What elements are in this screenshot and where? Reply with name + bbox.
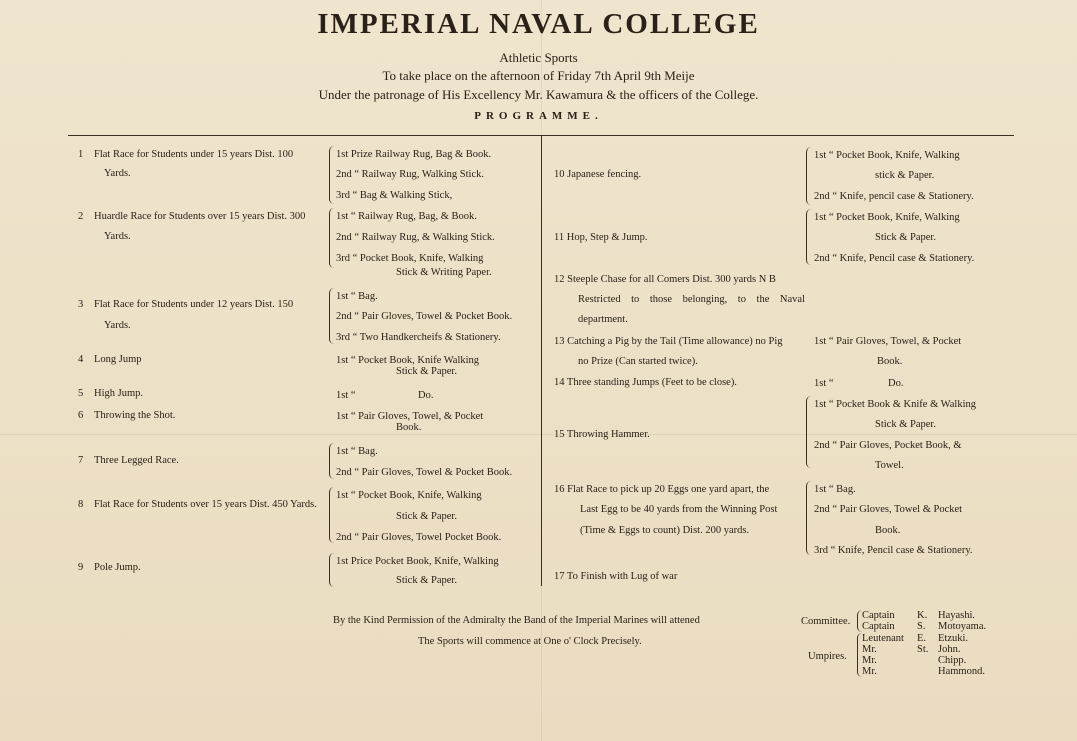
committee-rank: Captain bbox=[862, 610, 895, 621]
brace bbox=[329, 553, 334, 587]
prize: 2nd “ Pair Gloves, Towel & Pocket bbox=[814, 504, 963, 515]
prize: Towel. bbox=[875, 460, 904, 471]
prize: 1st “ Pocket Book, Knife, Walking bbox=[336, 490, 482, 501]
prize: 2nd “ Railway Rug, Walking Stick. bbox=[336, 169, 484, 180]
umpire-name: John. bbox=[938, 644, 961, 655]
event-number: 4 bbox=[78, 354, 84, 365]
umpire-name: Hammond. bbox=[938, 666, 985, 677]
event-name: Yards. bbox=[104, 168, 131, 179]
event-name: 10 Japanese fencing. bbox=[554, 169, 642, 180]
event-name: 15 Throwing Hammer. bbox=[554, 429, 650, 440]
event-name: department. bbox=[578, 314, 628, 325]
event-name: Long Jump bbox=[94, 354, 142, 365]
event-name: Last Egg to be 40 yards from the Winning Post bbox=[580, 504, 778, 515]
event-name: Flat Race for Students over 15 years Dist. 450 Yards. bbox=[94, 499, 317, 510]
prize: 1st “ Pair Gloves, Towel, & Pocket bbox=[814, 336, 962, 347]
umpire-rank: Leutenant bbox=[862, 633, 904, 644]
prize: Stick & Paper. bbox=[396, 511, 457, 522]
umpire-init: St. bbox=[917, 644, 929, 655]
prize: 1st “ Bag. bbox=[336, 446, 378, 457]
brace bbox=[806, 396, 811, 468]
event-name: Yards. bbox=[104, 320, 131, 331]
prize: Book. bbox=[396, 422, 422, 433]
prize: Stick & Paper. bbox=[875, 232, 936, 243]
prize: 2nd “ Pair Gloves, Towel & Pocket Book. bbox=[336, 467, 513, 478]
event-name: Huardle Race for Students over 15 years Dist. 300 bbox=[94, 211, 306, 222]
event-number: 3 bbox=[78, 299, 84, 310]
prize: Stick & Paper. bbox=[396, 575, 457, 586]
prize: Book. bbox=[877, 356, 903, 367]
prize: 2nd “ Pair Gloves, Pocket Book, & bbox=[814, 440, 962, 451]
event-name: 13 Catching a Pig by the Tail (Time allowance) no Pig bbox=[554, 336, 783, 347]
committee-rank: Captain bbox=[862, 621, 895, 632]
event-number: 5 bbox=[78, 388, 84, 399]
column-divider bbox=[541, 136, 542, 586]
committee-name: Motoyama. bbox=[938, 621, 987, 632]
brace bbox=[329, 487, 334, 543]
event-number: 7 bbox=[78, 455, 84, 466]
brace bbox=[806, 209, 811, 265]
umpire-rank: Mr. bbox=[862, 666, 877, 677]
brace bbox=[329, 443, 334, 479]
brace bbox=[806, 481, 811, 555]
event-name: Throwing the Shot. bbox=[94, 410, 176, 421]
prize: stick & Paper. bbox=[875, 170, 935, 181]
committee-init: S. bbox=[917, 621, 926, 632]
prize: 1st “ Railway Rug, Bag, & Book. bbox=[336, 211, 477, 222]
start-notice: The Sports will commence at One o' Clock Precisely. bbox=[418, 636, 642, 647]
event-number: 6 bbox=[78, 410, 84, 421]
prize: Stick & Paper. bbox=[875, 419, 936, 430]
event-number: 2 bbox=[78, 211, 84, 222]
brace bbox=[329, 146, 334, 204]
prize: 3rd “ Two Handkercheifs & Stationery. bbox=[336, 332, 501, 343]
prize: 1st Price Pocket Book, Knife, Walking bbox=[336, 556, 499, 567]
committee-init: K. bbox=[917, 610, 928, 621]
event-name: 16 Flat Race to pick up 20 Eggs one yard apart, the bbox=[554, 484, 770, 495]
umpires-label: Umpires. bbox=[808, 651, 847, 662]
prize: 1st “ Pocket Book & Knife & Walking bbox=[814, 399, 976, 410]
event-name: Three Legged Race. bbox=[94, 455, 179, 466]
event-number: 9 bbox=[78, 562, 84, 573]
prize: 1st “ bbox=[336, 390, 356, 401]
umpire-name: Etzuki. bbox=[938, 633, 969, 644]
prize: 1st “ Bag. bbox=[814, 484, 856, 495]
prize: 1st “ Pocket Book, Knife, Walking bbox=[814, 212, 960, 223]
prize: 1st “ Pocket Book, Knife Walking bbox=[336, 355, 480, 366]
prize: 1st “ Pair Gloves, Towel, & Pocket bbox=[336, 411, 484, 422]
event-name: Restricted to those belonging, to the Naval bbox=[578, 294, 805, 305]
band-notice: By the Kind Permission of the Admiralty the Band of the Imperial Marines will attened bbox=[333, 615, 700, 626]
umpire-name: Chipp. bbox=[938, 655, 967, 666]
prize: 1st “ Pocket Book, Knife, Walking bbox=[814, 150, 960, 161]
prize: 3rd “ Pocket Book, Knife, Walking bbox=[336, 253, 484, 264]
event-name: 11 Hop, Step & Jump. bbox=[554, 232, 648, 243]
umpire-init: E. bbox=[917, 633, 927, 644]
committee-name: Hayashi. bbox=[938, 610, 976, 621]
page-title: IMPERIAL NAVAL COLLEGE bbox=[317, 8, 760, 40]
prize: 2nd “ Railway Rug, & Walking Stick. bbox=[336, 232, 495, 243]
event-number: 1 bbox=[78, 149, 84, 160]
prize: 2nd “ Pair Gloves, Towel Pocket Book. bbox=[336, 532, 502, 543]
event-name: High Jump. bbox=[94, 388, 144, 399]
prize: 1st “ bbox=[814, 378, 834, 389]
event-number: 8 bbox=[78, 499, 84, 510]
prize: Do. bbox=[888, 378, 904, 389]
umpire-rank: Mr. bbox=[862, 644, 877, 655]
event-name: Flat Race for Students under 12 years Dist. 150 bbox=[94, 299, 294, 310]
event-name: 12 Steeple Chase for all Comers Dist. 300 yards N B bbox=[554, 274, 776, 285]
prize: Book. bbox=[875, 525, 901, 536]
event-name: 17 To Finish with Lug of war bbox=[554, 571, 678, 582]
event-name: Pole Jump. bbox=[94, 562, 141, 573]
prize: 2nd “ Pair Gloves, Towel & Pocket Book. bbox=[336, 311, 513, 322]
prize: 2nd “ Knife, Pencil case & Stationery. bbox=[814, 253, 975, 264]
prize: 3rd “ Bag & Walking Stick, bbox=[336, 190, 453, 201]
paper-fold bbox=[0, 434, 1077, 435]
brace bbox=[329, 208, 334, 268]
event-name: Flat Race for Students under 15 years Dist. 100 bbox=[94, 149, 294, 160]
event-name: Yards. bbox=[104, 231, 131, 242]
event-name: 14 Three standing Jumps (Feet to be close). bbox=[554, 377, 737, 388]
prize: Stick & Paper. bbox=[396, 366, 457, 377]
prize: Do. bbox=[418, 390, 434, 401]
subtitle-athletic-sports: Athletic Sports bbox=[499, 50, 578, 65]
prize: 3rd “ Knife, Pencil case & Stationery. bbox=[814, 545, 973, 556]
subtitle-patronage: Under the patronage of His Excellency Mr. Kawamura & the officers of the College. bbox=[318, 87, 759, 102]
programme-heading: PROGRAMME. bbox=[474, 110, 603, 122]
prize: 2nd “ Knife, pencil case & Stationery. bbox=[814, 191, 974, 202]
prize: 1st “ Bag. bbox=[336, 291, 378, 302]
brace bbox=[806, 147, 811, 205]
prize: Stick & Writing Paper. bbox=[396, 267, 492, 278]
prize: 1st Prize Railway Rug, Bag & Book. bbox=[336, 149, 492, 160]
brace bbox=[329, 288, 334, 344]
event-name: no Prize (Can started twice). bbox=[578, 356, 698, 367]
umpire-rank: Mr. bbox=[862, 655, 877, 666]
subtitle-date: To take place on the afternoon of Friday 7th April 9th Meije bbox=[382, 68, 695, 83]
event-name: (Time & Eggs to count) Dist. 200 yards. bbox=[580, 525, 750, 536]
committee-label: Committee. bbox=[801, 616, 851, 627]
